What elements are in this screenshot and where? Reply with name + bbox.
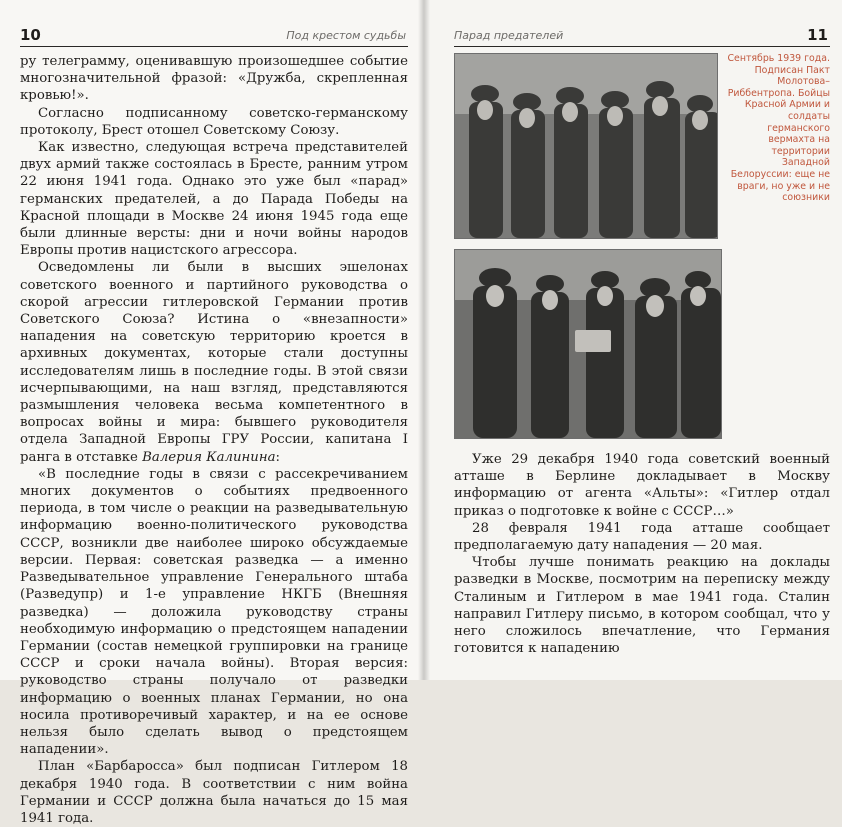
paragraph: Как известно, следующая встреча представителей двух армий также состоялась в Бресте, ранним утром 22 июня 1941 года. Однако это уже был «парад» германских предателей, а до Парада Победы на Красной площади в Москве 24 июня 1945 года еще были длинные версты: дни и ночи войны народов Европы против нацистского агрессора. (20, 140, 408, 259)
book-gutter (418, 0, 430, 680)
quote-paragraph: «В последние годы в связи с рассекречиванием многих документов о событиях предвоенного периода, в том числе о реакции на разведывательную информацию военно-политического руководства СССР, возникли две наиболее широко обсуждаемые версии. Первая: советская разведка — а именно Разведывательное управление Генерального штаба (Разведупр) и 1-е управление НКГБ (Внешняя разведка) — доложила руководству страны необходимую информацию о предстоящем нападении Германии (состав немецкой группировки на границе СССР и сроки начала войны). Вторая версия: руководство страны получало от разведки информацию о военных планах Германии, но она носила противоречивый характер, и на ее основе нельзя было сделать вывод о предстоящем нападении». (20, 466, 408, 758)
paragraph: 28 февраля 1941 года атташе сообщает предполагаемую дату нападения — 20 мая. (454, 520, 830, 554)
paragraph: Согласно подписанному советско-германскому протоколу, Брест отошел Советскому Союзу. (20, 105, 408, 138)
page-number-right: 11 (807, 26, 828, 44)
photo-caption-row (454, 53, 830, 239)
paragraph: План «Барбаросса» был подписан Гитлером 18 декабря 1940 года. В соответствии с ним война Германии и СССР должна была начаться до 15 мая 1941 года. (20, 759, 408, 826)
photo-caption: Сентябрь 1939 года. Подписан Пакт Молотова–Риббентропа. Бойцы Красной Армии и солдаты германского вермахта на территории Западной Белоруссии: еще не враги, но уже и не союзники (727, 53, 830, 204)
running-title-right: Парад предателей (454, 29, 564, 42)
photo-soldiers-group (454, 53, 718, 239)
right-page-header (454, 26, 830, 47)
photo-soldiers-reading (454, 249, 722, 439)
paragraph: Уже 29 декабря 1940 года советский военный атташе в Берлине докладывает в Москву информацию от агента «Альты»: «Гитлер отдал приказ о подготовке к войне с СССР…» (454, 452, 830, 519)
page-number-left: 10 (20, 26, 41, 44)
paragraph: Чтобы лучше понимать реакцию на доклады разведки в Москве, посмотрим на переписку между Сталиным и Гитлером в мае 1941 года. Сталин направил Гитлеру письмо, в котором сообщал, что у него сложилось впечатление, что Германия готовится к нападению (454, 555, 830, 657)
left-page-text (20, 53, 408, 827)
right-page-text (454, 451, 830, 657)
right-page (422, 0, 842, 680)
paragraph-text: Осведомлены ли были в высших эшелонах советского военного и партийного руководства о скорой агрессии гитлеровской Германии против Советского Союза? Истина о «внезапности» нападения на советскую территорию кроется в архивных документах, которые стали доступны исследователям лишь в последние годы. В этой связи исчерпывающими, на наш взгляд, представляются размышления человека весьма компетентного в вопросах войны и мира: бывшего руководителя отдела Западной Европы ГРУ России, капитана I ранга в отставке (20, 260, 408, 465)
left-page-header (20, 26, 408, 47)
author-name: Валерия Калинина (142, 449, 276, 465)
running-title-left: Под крестом судьбы (286, 29, 406, 42)
paragraph: Осведомлены ли были в высших эшелонах советского военного и партийного руководства о скорой агрессии гитлеровской Германии против Советского Союза? Истина о «внезапности» нападения на советскую территорию кроется в архивных документах, которые стали доступны исследователям лишь в последние годы. В этой связи исчерпывающими, на наш взгляд, представляются размышления человека весьма компетентного в вопросах войны и мира: бывшего руководителя отдела Западной Европы ГРУ России, капитана I ранга в отставке Валерия Калинина: (20, 260, 408, 465)
paragraph: ру телеграмму, оценивавшую произошедшее событие многозначительной фразой: «Дружба, скрепленная кровью!». (20, 54, 408, 104)
